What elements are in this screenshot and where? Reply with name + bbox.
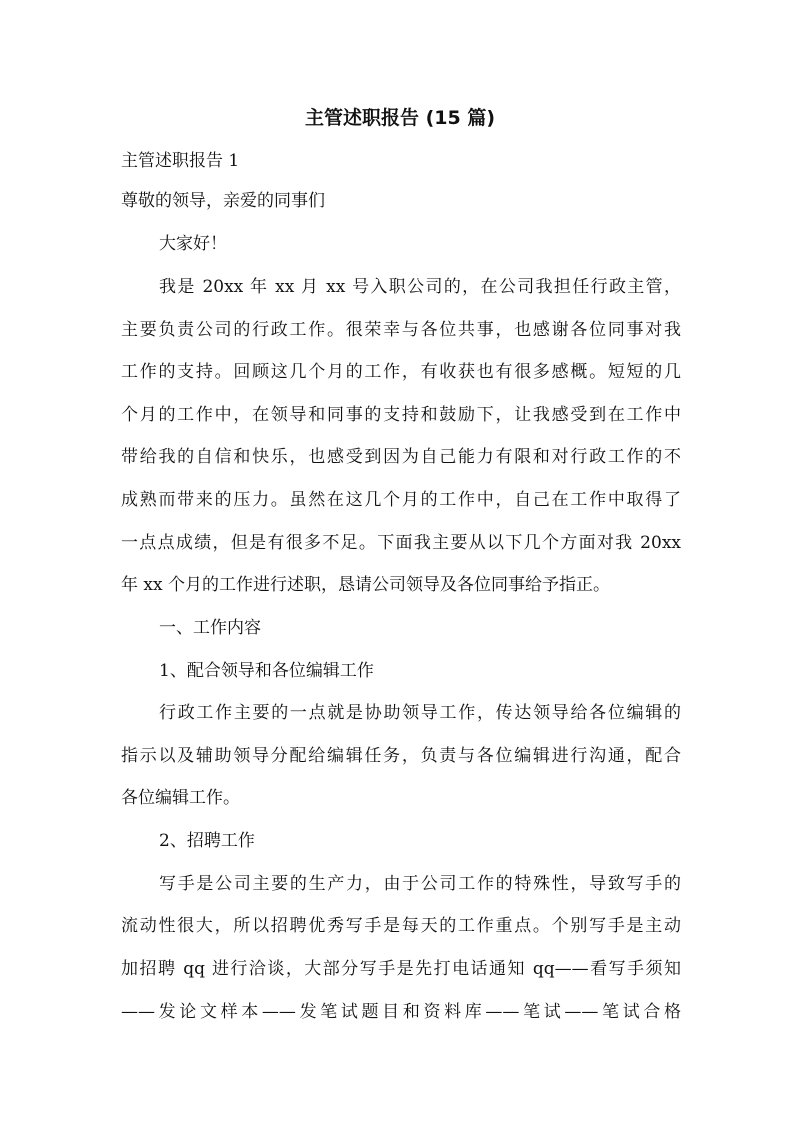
paragraph-line: ——发论文样本——发笔试题目和资料库——笔试——笔试合格 xyxy=(121,1002,681,1022)
paragraph-line: 写手是公司主要的生产力，由于公司工作的特殊性，导致写手的 xyxy=(159,874,681,894)
paragraph-line: 成熟而带来的压力。虽然在这几个月的工作中，自己在工作中取得了 xyxy=(121,490,681,510)
salutation: 尊敬的领导，亲爱的同事们 xyxy=(121,191,325,211)
paragraph-line: 流动性很大，所以招聘优秀写手是每天的工作重点。个别写手是主动 xyxy=(121,916,681,936)
paragraph-line: 工作的支持。回顾这几个月的工作，有收获也有很多感概。短短的几 xyxy=(121,362,681,382)
section-heading: 主管述职报告 1 xyxy=(121,151,240,171)
paragraph-line: 一点点成绩，但是有很多不足。下面我主要从以下几个方面对我 20xx xyxy=(121,533,681,553)
section-heading: 一、工作内容 xyxy=(159,618,261,638)
paragraph-line: 各位编辑工作。 xyxy=(121,788,240,808)
paragraph-line: 加招聘 qq 进行洽谈，大部分写手是先打电话通知 qq——看写手须知 xyxy=(121,959,681,979)
document-title: 主管述职报告 (15 篇) xyxy=(304,107,496,129)
paragraph-line: 个月的工作中，在领导和同事的支持和鼓励下，让我感受到在工作中 xyxy=(121,405,681,425)
greeting: 大家好！ xyxy=(159,234,227,254)
paragraph-line: 带给我的自信和快乐，也感受到因为自己能力有限和对行政工作的不 xyxy=(121,447,681,467)
paragraph-line: 行政工作主要的一点就是协助领导工作，传达领导给各位编辑的 xyxy=(159,703,681,723)
paragraph-line: 我是 20xx 年 xx 月 xx 号入职公司的，在公司我担任行政主管， xyxy=(159,277,681,297)
paragraph-line: 年 xx 个月的工作进行述职，恳请公司领导及各位同事给予指正。 xyxy=(121,575,610,595)
subsection-heading: 1、配合领导和各位编辑工作 xyxy=(159,661,374,681)
paragraph-line: 指示以及辅助领导分配给编辑任务，负责与各位编辑进行沟通，配合 xyxy=(121,746,681,766)
subsection-heading: 2、招聘工作 xyxy=(159,831,255,851)
paragraph-line: 主要负责公司的行政工作。很荣幸与各位共事，也感谢各位同事对我 xyxy=(121,320,681,340)
